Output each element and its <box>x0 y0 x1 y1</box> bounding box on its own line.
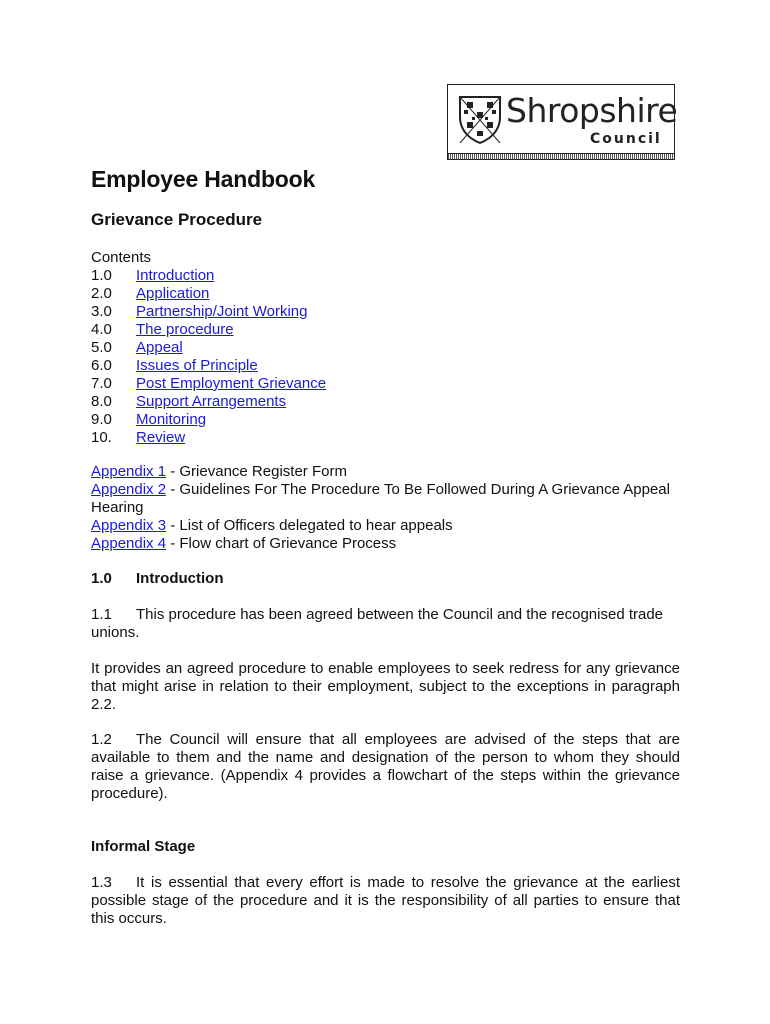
toc-link-appeal[interactable]: Appeal <box>136 339 183 356</box>
paragraph-text: The Council will ensure that all employees are advised of the steps that are available to them and the name and designation of the person to whom they should raise a grievance. (Appendix 4 provides a flowchart of the steps within the grievance procedure). <box>91 731 680 802</box>
toc-item <box>91 303 326 321</box>
toc-item <box>91 429 326 447</box>
toc-item <box>91 339 326 357</box>
document-subtitle: Grievance Procedure <box>91 210 263 229</box>
appendix-2-link[interactable]: Appendix 2 <box>91 481 167 498</box>
paragraph-1-1 <box>91 606 680 642</box>
contents-label: Contents <box>91 249 152 266</box>
appendix-list <box>91 463 691 553</box>
logo-hatched-bar <box>448 153 674 159</box>
toc-number: 6.0 <box>91 357 112 374</box>
appendix-4-link[interactable]: Appendix 4 <box>91 535 167 552</box>
toc-link-partnership[interactable]: Partnership/Joint Working <box>136 303 308 320</box>
section-heading-introduction <box>91 570 680 588</box>
toc-link-introduction[interactable]: Introduction <box>136 267 215 284</box>
appendix-description: - Flow chart of Grievance Process <box>166 535 397 552</box>
toc-item <box>91 393 326 411</box>
toc-link-issues-of-principle[interactable]: Issues of Principle <box>136 357 258 374</box>
toc-number: 7.0 <box>91 375 112 392</box>
appendix-item <box>91 535 691 553</box>
shropshire-council-logo <box>447 84 678 160</box>
logo-wordmark: Shropshire <box>506 91 678 130</box>
appendix-item <box>91 463 691 481</box>
appendix-item <box>91 481 691 517</box>
paragraph-text: This procedure has been agreed between the Council and the recognised trade unions. <box>91 606 664 641</box>
toc-item <box>91 411 326 429</box>
paragraph-text: It is essential that every effort is made to resolve the grievance at the earliest possible stage of the procedure and it is the responsibility of all parties to ensure that this occurs. <box>91 874 680 927</box>
toc-link-post-employment[interactable]: Post Employment Grievance <box>136 375 327 392</box>
toc-number: 10. <box>91 429 112 446</box>
toc-link-procedure[interactable]: The procedure <box>136 321 234 338</box>
toc-number: 8.0 <box>91 393 112 410</box>
section-number: 1.0 <box>91 570 112 587</box>
paragraph-number: 1.2 <box>91 731 112 748</box>
paragraph-1-3 <box>91 874 680 928</box>
paragraph-1-2 <box>91 731 680 803</box>
toc-number: 2.0 <box>91 285 112 302</box>
toc-item <box>91 267 326 285</box>
section-title: Introduction <box>136 570 224 587</box>
logo-subtitle: Council <box>590 131 662 147</box>
toc-item <box>91 375 326 393</box>
appendix-description: - Grievance Register Form <box>166 463 347 480</box>
toc-number: 5.0 <box>91 339 112 356</box>
toc-link-review[interactable]: Review <box>136 429 186 446</box>
document-title: Employee Handbook <box>91 166 316 192</box>
toc-number: 9.0 <box>91 411 112 428</box>
table-of-contents <box>91 267 326 447</box>
toc-item <box>91 285 326 303</box>
appendix-3-link[interactable]: Appendix 3 <box>91 517 167 534</box>
toc-item <box>91 321 326 339</box>
toc-link-application[interactable]: Application <box>136 285 210 302</box>
toc-number: 1.0 <box>91 267 112 284</box>
appendix-description: - List of Officers delegated to hear appeals <box>166 517 453 534</box>
appendix-item <box>91 517 691 535</box>
paragraph-number: 1.1 <box>91 606 112 623</box>
toc-item <box>91 357 326 375</box>
appendix-1-link[interactable]: Appendix 1 <box>91 463 167 480</box>
appendix-description: - Guidelines For The Procedure To Be Followed During A Grievance Appeal Hearing <box>91 481 670 516</box>
toc-number: 3.0 <box>91 303 112 320</box>
toc-number: 4.0 <box>91 321 112 338</box>
informal-stage-heading: Informal Stage <box>91 838 196 855</box>
paragraph-number: 1.3 <box>91 874 112 891</box>
toc-link-monitoring[interactable]: Monitoring <box>136 411 207 428</box>
coat-of-arms-icon <box>458 95 502 145</box>
paragraph-agreed-procedure: It provides an agreed procedure to enable employees to seek redress for any grievance that might arise in relation to their employment, subject to the exceptions in paragraph 2.2. <box>91 660 680 713</box>
toc-link-support[interactable]: Support Arrangements <box>136 393 287 410</box>
